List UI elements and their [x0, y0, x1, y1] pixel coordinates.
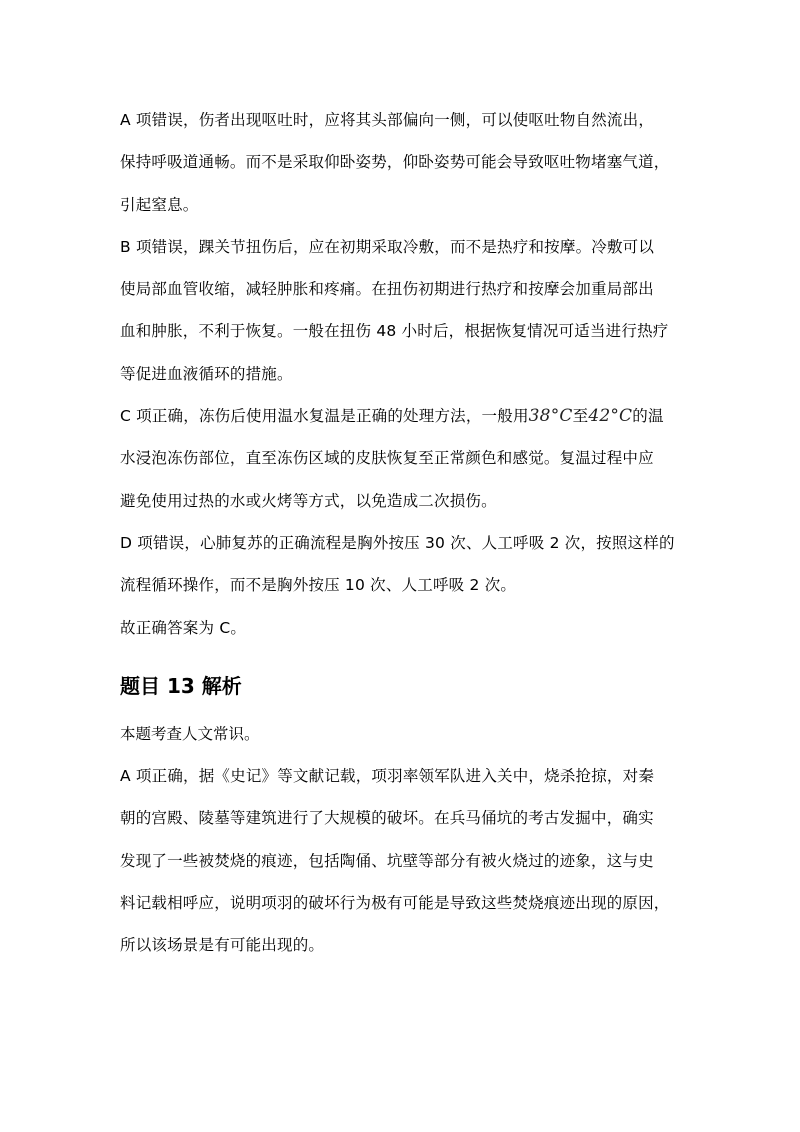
paragraph-option-b	[120, 226, 700, 395]
section-intro: 本题考查人文常识。	[120, 724, 260, 743]
text-line: 所以该场景是有可能出现的。	[120, 936, 325, 955]
text-line: 引起窒息。	[120, 195, 199, 214]
temperature-low: 38°C	[528, 406, 573, 427]
text-line: 料记载相呼应，说明项羽的破坏行为极有可能是导致这些焚烧痕迹出现的原因，	[120, 894, 670, 913]
text-line	[120, 395, 700, 437]
text-line: 朝的宫殿、陵墓等建筑进行了大规模的破坏。在兵马俑坑的考古发掘中，确实	[120, 809, 654, 828]
text-fragment: C 项正确，冻伤后使用温水复温是正确的处理方法，一般用	[120, 407, 529, 426]
paragraph-option-a-section2	[120, 755, 700, 966]
text-line: 等促进血液循环的措施。	[120, 364, 293, 383]
text-line: B 项错误，踝关节扭伤后，应在初期采取冷敷，而不是热疗和按摩。冷敷可以	[120, 237, 655, 256]
section-heading: 题目 13 解析	[120, 673, 242, 698]
paragraph-option-d	[120, 522, 700, 607]
answer-line: 故正确答案为 C。	[120, 618, 247, 637]
text-fragment: 至	[572, 407, 589, 426]
paragraph-option-a	[120, 99, 700, 226]
text-line: 水浸泡冻伤部位，直至冻伤区域的皮肤恢复至正常颜色和感觉。复温过程中应	[120, 449, 654, 468]
text-line: 保持呼吸道通畅。而不是采取仰卧姿势，仰卧姿势可能会导致呕吐物堵塞气道，	[120, 153, 670, 172]
text-line: 发现了一些被焚烧的痕迹，包括陶俑、坑壁等部分有被火烧过的迹象，这与史	[120, 851, 654, 870]
temperature-high: 42°C	[588, 406, 633, 427]
text-fragment: 的温	[632, 407, 664, 426]
text-line: 流程循环操作，而不是胸外按压 10 次、人工呼吸 2 次。	[120, 576, 517, 595]
text-line: 避免使用过热的水或火烤等方式，以免造成二次损伤。	[120, 491, 497, 510]
paragraph-option-c	[120, 395, 700, 522]
text-line: 使局部血管收缩，减轻肿胀和疼痛。在扭伤初期进行热疗和按摩会加重局部出	[120, 280, 654, 299]
text-line: A 项正确，据《史记》等文献记载，项羽率领军队进入关中，烧杀抢掠，对秦	[120, 767, 655, 786]
text-line: A 项错误，伤者出现呕吐时，应将其头部偏向一侧，可以使呕吐物自然流出，	[120, 111, 655, 129]
document-body	[120, 99, 700, 967]
text-line: 血和肿胀，不利于恢复。一般在扭伤 48 小时后，根据恢复情况可适当进行热疗	[120, 322, 669, 341]
text-line: D 项错误，心肺复苏的正确流程是胸外按压 30 次、人工呼吸 2 次，按照这样的	[120, 533, 675, 552]
